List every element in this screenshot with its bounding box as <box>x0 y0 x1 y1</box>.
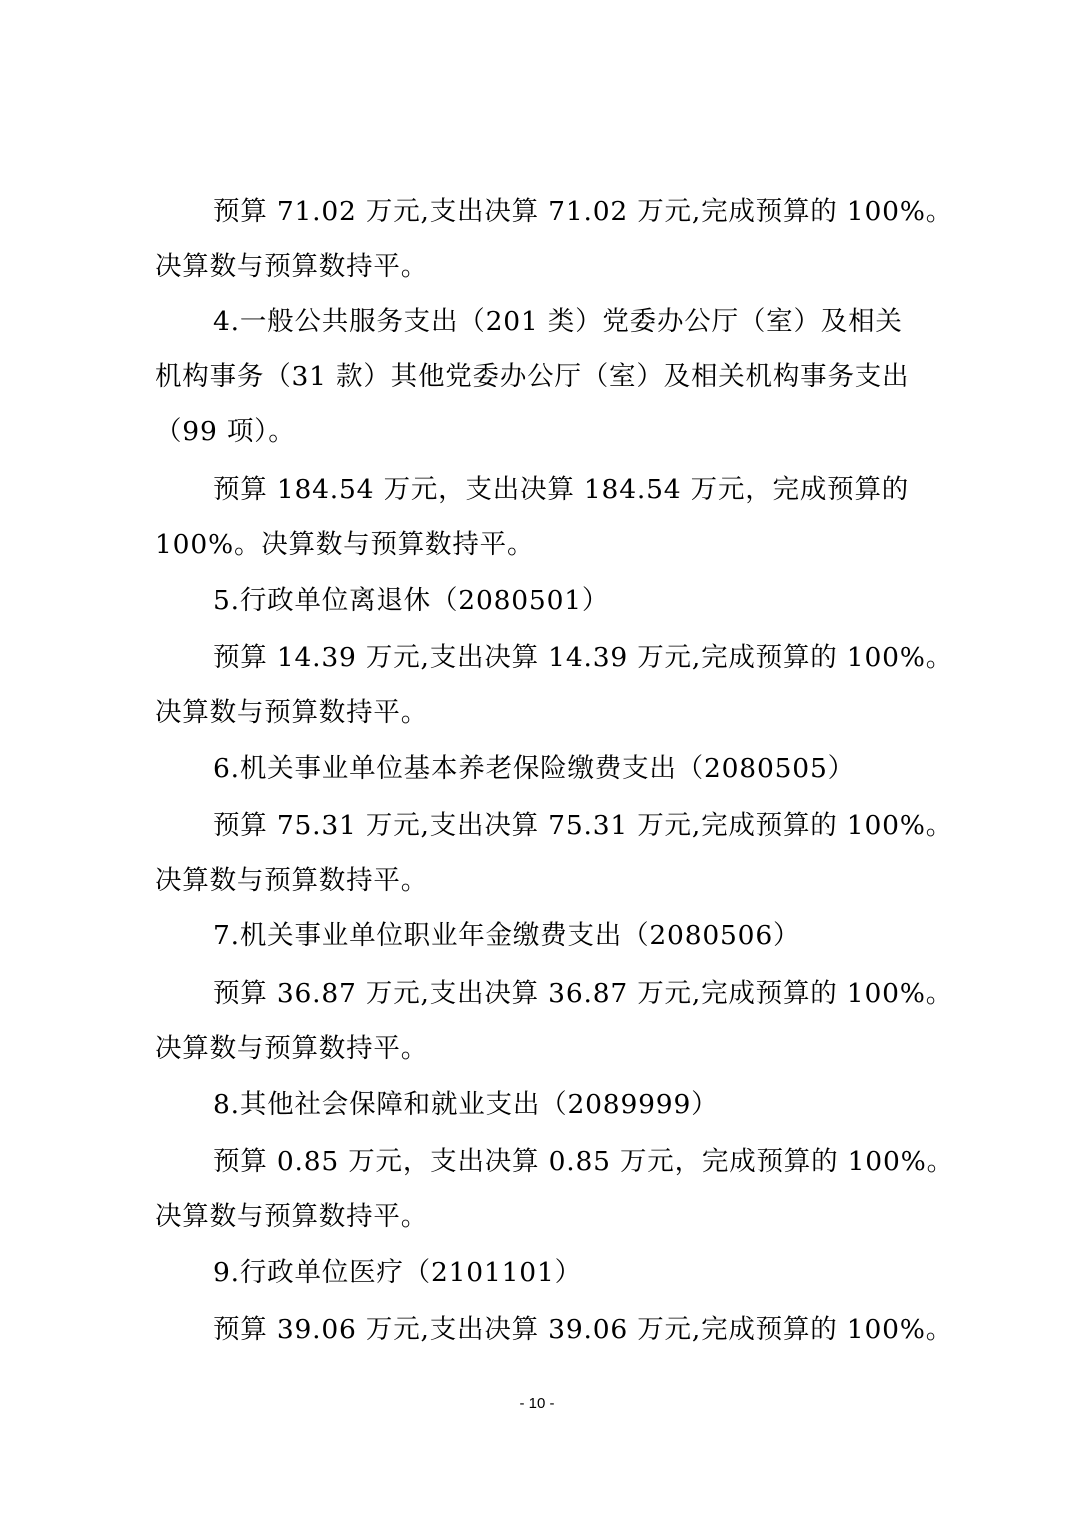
text-line-conclusion: 决算数与预算数持平。 <box>155 1033 428 1064</box>
text-line-budget-39: 预算 39.06 万元,支出决算 39.06 万元,完成预算的 100%。 <box>213 1314 954 1345</box>
text-line-budget-14: 预算 14.39 万元,支出决算 14.39 万元,完成预算的 100%。 <box>213 642 954 673</box>
section-heading-4-cont: （99 项）。 <box>155 416 296 447</box>
section-heading-4-cont: 机构事务（31 款）其他党委办公厅（室）及相关机构事务支出 <box>155 361 910 392</box>
text-line-budget-75: 预算 75.31 万元,支出决算 75.31 万元,完成预算的 100%。 <box>213 810 954 841</box>
text-line-conclusion: 决算数与预算数持平。 <box>155 1201 428 1232</box>
text-line-conclusion: 决算数与预算数持平。 <box>155 251 428 282</box>
text-line-conclusion: 100%。决算数与预算数持平。 <box>155 529 535 560</box>
section-heading-5: 5.行政单位离退休（2080501） <box>213 585 610 616</box>
section-heading-9: 9.行政单位医疗（2101101） <box>213 1257 582 1288</box>
text-line-budget-184: 预算 184.54 万元，支出决算 184.54 万元，完成预算的 <box>213 474 910 505</box>
text-line-budget-0-85: 预算 0.85 万元，支出决算 0.85 万元，完成预算的 100%。 <box>213 1146 954 1177</box>
section-heading-7: 7.机关事业单位职业年金缴费支出（2080506） <box>213 920 801 951</box>
text-line-budget-71: 预算 71.02 万元,支出决算 71.02 万元,完成预算的 100%。 <box>213 196 954 227</box>
text-line-conclusion: 决算数与预算数持平。 <box>155 697 428 728</box>
section-heading-8: 8.其他社会保障和就业支出（2089999） <box>213 1089 719 1120</box>
text-line-budget-36: 预算 36.87 万元,支出决算 36.87 万元,完成预算的 100%。 <box>213 978 954 1009</box>
page-number: - 10 - <box>519 1395 555 1412</box>
section-heading-4: 4.一般公共服务支出（201 类）党委办公厅（室）及相关 <box>213 306 903 337</box>
text-line-conclusion: 决算数与预算数持平。 <box>155 865 428 896</box>
section-heading-6: 6.机关事业单位基本养老保险缴费支出（2080505） <box>213 753 855 784</box>
